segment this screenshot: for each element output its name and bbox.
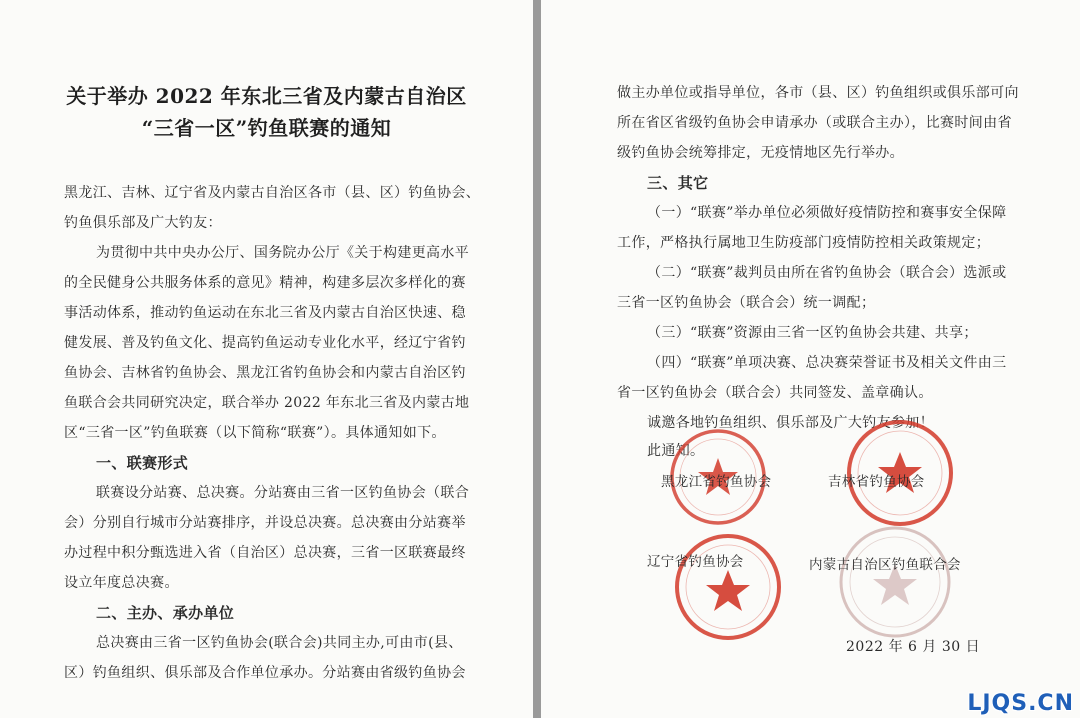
body-line: 钓鱼俱乐部及广大钓友：: [64, 215, 222, 231]
signatory-neimenggu: 内蒙古自治区钓鱼联合会: [809, 557, 961, 573]
liaoning-seal-icon: [673, 532, 783, 642]
body-line: （二）“联赛”裁判员由所在省钓鱼协会（联合会）选派或: [647, 265, 1007, 281]
body-line: （四）“联赛”单项决赛、总决赛荣誉证书及相关文件由三: [647, 355, 1007, 371]
body-line: 区“三省一区”钓鱼联赛（以下简称“联赛”）。具体通知如下。: [64, 425, 446, 441]
section-heading-1: 一、联赛形式: [96, 454, 189, 472]
body-line: 鱼联合会共同研究决定，联合举办 2022 年东北三省及内蒙古地: [64, 395, 470, 411]
signatory-liaoning: 辽宁省钓鱼协会: [647, 554, 744, 570]
body-line: 为贯彻中共中央办公厅、国务院办公厅《关于构建更高水平: [96, 245, 470, 261]
body-line: 联赛设分站赛、总决赛。分站赛由三省一区钓鱼协会（联合: [96, 485, 470, 501]
signatory-heilongjiang: 黑龙江省钓鱼协会: [661, 474, 772, 490]
body-line: 工作，严格执行属地卫生防疫部门疫情防控相关政策规定；: [617, 235, 991, 251]
signatory-jilin: 吉林省钓鱼协会: [828, 474, 925, 490]
document-page-right: [541, 0, 1080, 718]
body-line: 诚邀各地钓鱼组织、俱乐部及广大钓友参加！: [647, 415, 934, 431]
body-line: 所在省区省级钓鱼协会申请承办（或联合主办），比赛时间由省: [617, 115, 1012, 131]
body-line: 事活动体系，推动钓鱼运动在东北三省及内蒙古自治区快速、稳: [64, 305, 466, 321]
body-line: 会）分别自行城市分站赛排序，并设总决赛。总决赛由分站赛举: [64, 515, 466, 531]
body-line: 鱼协会、吉林省钓鱼协会、黑龙江省钓鱼协会和内蒙古自治区钓: [64, 365, 466, 381]
body-line: 省一区钓鱼协会（联合会）共同签发、盖章确认。: [617, 385, 933, 401]
section-heading-2: 二、主办、承办单位: [96, 604, 235, 622]
body-line: （三）“联赛”资源由三省一区钓鱼协会共建、共享；: [647, 325, 978, 341]
body-line: 级钓鱼协会统筹排定，无疫情地区先行举办。: [617, 145, 904, 161]
body-line: 的全民健身公共服务体系的意见》精神，构建多层次多样化的赛: [64, 275, 466, 291]
body-line: 此通知。: [647, 443, 705, 459]
body-line: （一）“联赛”举办单位必须做好疫情防控和赛事安全保障: [647, 205, 1007, 221]
body-line: 设立年度总决赛。: [64, 575, 179, 591]
document-page-left: [0, 0, 533, 718]
body-line: 总决赛由三省一区钓鱼协会(联合会)共同主办,可由市(县、: [96, 635, 463, 651]
body-line: 健发展、普及钓鱼文化、提高钓鱼运动专业化水平，经辽宁省钓: [64, 335, 466, 351]
document-date: 2022 年 6 月 30 日: [846, 639, 981, 655]
document-title-line2: “三省一区”钓鱼联赛的通知: [141, 116, 392, 140]
document-title-line1: 关于举办 2022 年东北三省及内蒙古自治区: [66, 84, 467, 108]
neimenggu-seal-icon: [837, 524, 953, 640]
section-heading-3: 三、其它: [647, 174, 709, 192]
site-watermark: LJQS.CN: [967, 691, 1074, 716]
body-line: 办过程中积分甄选进入省（自治区）总决赛，三省一区联赛最终: [64, 545, 466, 561]
body-line: 区）钓鱼组织、俱乐部及合作单位承办。分站赛由省级钓鱼协会: [64, 665, 466, 681]
body-line: 黑龙江、吉林、辽宁省及内蒙古自治区各市（县、区）钓鱼协会、: [64, 185, 481, 201]
body-line: 做主办单位或指导单位，各市（县、区）钓鱼组织或俱乐部可向: [617, 85, 1019, 101]
body-line: 三省一区钓鱼协会（联合会）统一调配；: [617, 295, 876, 311]
